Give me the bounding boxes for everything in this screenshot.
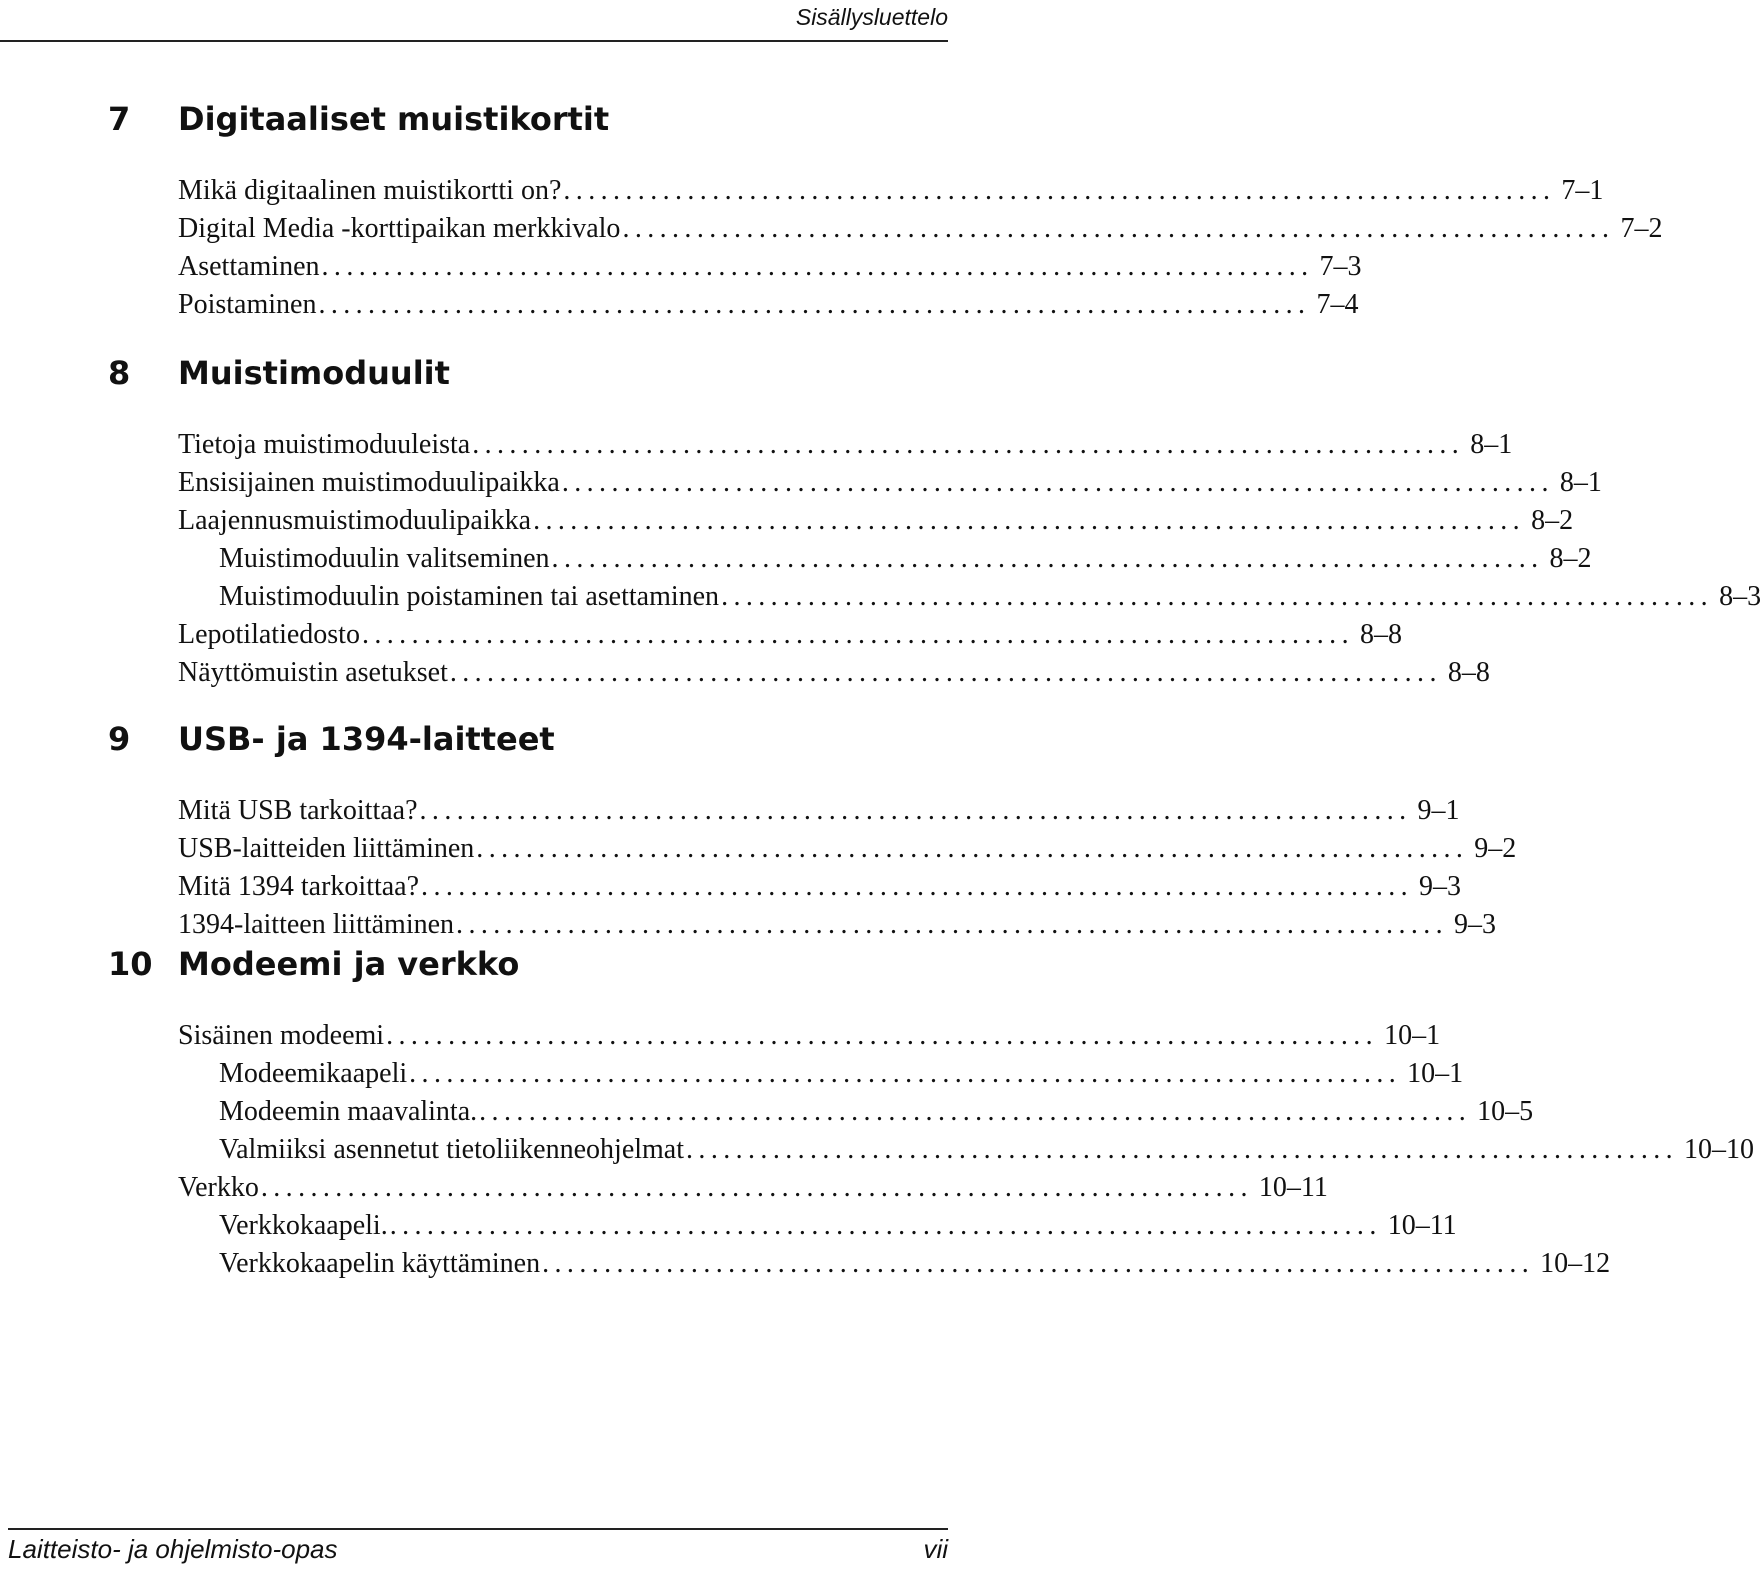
toc-entry-page: 10–10 [1684, 1134, 1755, 1165]
chapter-heading [108, 100, 948, 150]
toc-entry[interactable] [178, 464, 1602, 502]
dot-leader: ................................................................................ [533, 505, 1526, 536]
toc-entry-page: 8–1 [1559, 467, 1602, 498]
toc-entry-list [108, 1017, 1755, 1283]
chapter-heading [108, 945, 948, 995]
dot-leader: ................................................................................ [421, 871, 1414, 902]
toc-entry[interactable] [219, 578, 1761, 616]
toc-entry[interactable] [219, 1093, 1534, 1131]
toc-entry-label: Ensisijainen muistimoduulipaikka [178, 467, 560, 498]
toc-entry[interactable] [178, 426, 1513, 464]
toc-entry[interactable] [178, 868, 1462, 906]
toc-entry-page: 10–12 [1540, 1248, 1611, 1279]
chapter-section [108, 945, 1755, 1283]
toc-entry-list [108, 792, 1517, 944]
toc-entry[interactable] [219, 1055, 1464, 1093]
chapter-heading [108, 354, 948, 404]
toc-entry-page: 10–5 [1477, 1096, 1534, 1127]
toc-entry-page: 7–4 [1316, 289, 1359, 320]
toc-entry-label: USB-laitteiden liittäminen [178, 833, 475, 864]
toc-entry-label: Muistimoduulin valitseminen [219, 543, 550, 574]
dot-leader: ................................................................................ [472, 429, 1465, 460]
dot-leader: ................................................................................ [419, 795, 1412, 826]
toc-entry[interactable] [178, 792, 1460, 830]
dot-leader: ................................................................................ [449, 657, 1442, 688]
chapter-heading [108, 720, 948, 770]
page-footer [8, 1528, 948, 1589]
toc-entry-page: 8–3 [1719, 581, 1761, 612]
toc-entry-label: Muistimoduulin poistaminen tai asettaminen [219, 581, 720, 612]
toc-entry-label: Asettaminen [178, 251, 320, 282]
toc-entry[interactable] [178, 210, 1663, 248]
dot-leader: ................................................................................ [551, 543, 1544, 574]
chapter-title[interactable]: Muistimoduulit [178, 354, 450, 392]
toc-entry-label: Valmiiksi asennetut tietoliikenneohjelmat [219, 1134, 685, 1165]
toc-entry[interactable] [178, 286, 1359, 324]
chapter-number: 8 [108, 354, 131, 392]
toc-entry-page: 8–2 [1549, 543, 1592, 574]
dot-leader: ................................................................................ [622, 213, 1615, 244]
dot-leader: ................................................................................ [260, 1172, 1253, 1203]
toc-entry-page: 7–1 [1561, 175, 1604, 206]
chapter-title[interactable]: Modeemi ja verkko [178, 945, 520, 983]
dot-leader: ................................................................................ [386, 1020, 1379, 1051]
chapter-number: 9 [108, 720, 131, 758]
dot-leader: ................................................................................ [476, 833, 1469, 864]
toc-entry-label: Digital Media -korttipaikan merkkivalo [178, 213, 621, 244]
toc-entry[interactable] [178, 654, 1490, 692]
toc-entry-list [108, 426, 1761, 692]
footer-page-number: vii [923, 1534, 948, 1564]
chapter-section [108, 100, 1663, 324]
toc-entry[interactable] [178, 906, 1497, 944]
toc-entry-page: 8–1 [1470, 429, 1513, 460]
dot-leader: ................................................................................ [561, 467, 1554, 498]
toc-entry-page: 9–1 [1417, 795, 1460, 826]
dot-leader: ................................................................................ [321, 251, 1314, 282]
toc-entry-label: Mikä digitaalinen muistikortti on? [178, 175, 562, 206]
dot-leader: ................................................................................ [542, 1248, 1535, 1279]
dot-leader: ................................................................................ [389, 1210, 1382, 1241]
toc-entry-page: 7–2 [1620, 213, 1663, 244]
dot-leader: ................................................................................ [318, 289, 1311, 320]
toc-entry-label: Lepotilatiedosto [178, 619, 360, 650]
chapter-section [108, 354, 1761, 692]
toc-entry-page: 9–3 [1419, 871, 1462, 902]
toc-entry-label: Mitä USB tarkoittaa? [178, 795, 418, 826]
toc-entry[interactable] [178, 248, 1362, 286]
header-title: Sisällysluettelo [795, 4, 948, 30]
toc-entry-label: Näyttömuistin asetukset [178, 657, 448, 688]
toc-entry[interactable] [219, 1131, 1755, 1169]
toc-entry-label: Sisäinen modeemi [178, 1020, 385, 1051]
dot-leader: ................................................................................ [361, 619, 1354, 650]
chapter-section [108, 720, 1517, 944]
toc-entry-page: 8–8 [1359, 619, 1402, 650]
chapter-number: 7 [108, 100, 131, 138]
dot-leader: ................................................................................ [479, 1096, 1472, 1127]
dot-leader: ................................................................................ [563, 175, 1556, 206]
toc-entry-label: Poistaminen [178, 289, 317, 320]
page-header [0, 0, 948, 42]
chapter-title[interactable]: Digitaaliset muistikortit [178, 100, 610, 138]
toc-entry[interactable] [219, 540, 1592, 578]
toc-entry[interactable] [178, 502, 1574, 540]
toc-entry-label: 1394-laitteen liittäminen [178, 909, 455, 940]
dot-leader: ................................................................................ [686, 1134, 1679, 1165]
dot-leader: ................................................................................ [409, 1058, 1402, 1089]
toc-entry[interactable] [178, 172, 1604, 210]
toc-entry-label: Modeemikaapeli [219, 1058, 408, 1089]
toc-entry[interactable] [178, 1169, 1328, 1207]
toc-entry-page: 10–11 [1258, 1172, 1328, 1203]
toc-entry-page: 10–1 [1407, 1058, 1464, 1089]
toc-entry-label: Modeemin maavalinta. [219, 1096, 478, 1127]
toc-entry-page: 10–11 [1387, 1210, 1457, 1241]
toc-entry-page: 10–1 [1384, 1020, 1441, 1051]
toc-entry-label: Laajennusmuistimoduulipaikka [178, 505, 532, 536]
toc-entry[interactable] [178, 830, 1517, 868]
toc-entry-page: 7–3 [1319, 251, 1362, 282]
toc-entry[interactable] [219, 1245, 1611, 1283]
toc-entry-label: Verkkokaapelin käyttäminen [219, 1248, 541, 1279]
footer-book-title: Laitteisto- ja ohjelmisto-opas [8, 1534, 338, 1564]
dot-leader: ................................................................................ [456, 909, 1449, 940]
chapter-title[interactable]: USB- ja 1394-laitteet [178, 720, 555, 758]
toc-entry-label: Tietoja muistimoduuleista [178, 429, 471, 460]
toc-entry-label: Mitä 1394 tarkoittaa? [178, 871, 420, 902]
chapter-number: 10 [108, 945, 153, 983]
toc-entry-page: 8–2 [1531, 505, 1574, 536]
toc-entry-page: 8–8 [1447, 657, 1490, 688]
toc-entry-label: Verkkokaapeli. [219, 1210, 388, 1241]
toc-entry-page: 9–2 [1474, 833, 1517, 864]
dot-leader: ................................................................................ [721, 581, 1714, 612]
toc-entry[interactable] [219, 1207, 1457, 1245]
toc-entry[interactable] [178, 616, 1402, 654]
toc-entry[interactable] [178, 1017, 1441, 1055]
toc-entry-page: 9–3 [1454, 909, 1497, 940]
toc-entry-label: Verkko [178, 1172, 259, 1203]
toc-entry-list [108, 172, 1663, 324]
